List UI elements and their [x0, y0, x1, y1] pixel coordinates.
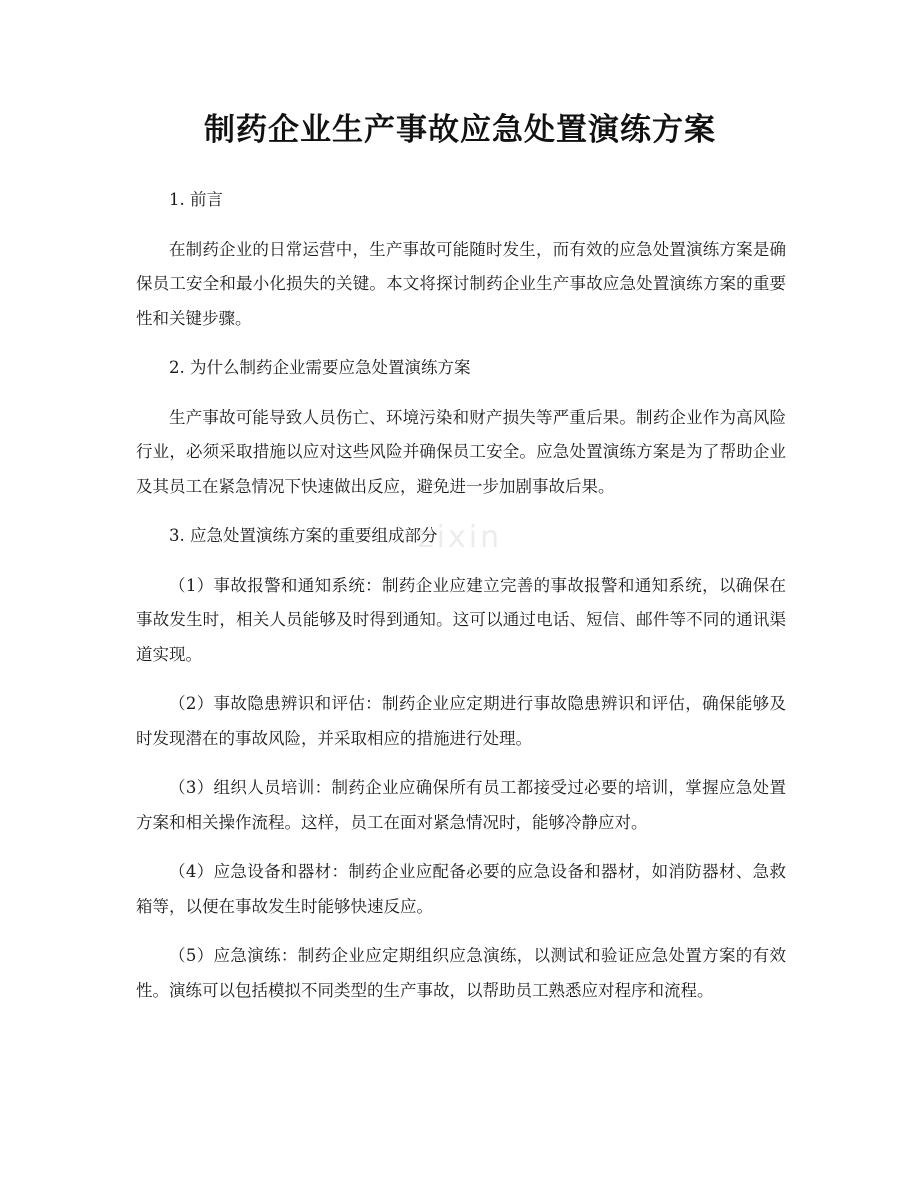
- paragraph-item-2: （2）事故隐患辨识和评估：制药企业应定期进行事故隐患辨识和评估，确保能够及时发现潜在的事故风险，并采取相应的措施进行处理。: [136, 694, 786, 748]
- paragraph-intro: 在制药企业的日常运营中，生产事故可能随时发生，而有效的应急处置演练方案是确保员工安全和最小化损失的关键。本文将探讨制药企业生产事故应急处置演练方案的重要性和关键步骤。: [136, 239, 786, 328]
- document-body: [136, 183, 786, 1023]
- watermark: zixin: [417, 520, 503, 555]
- paragraph-item-4: （4）应急设备和器材：制药企业应配备必要的应急设备和器材，如消防器材、急救箱等，以便在事故发生时能够快速反应。: [136, 862, 786, 916]
- section-heading-1: 1. 前言: [169, 190, 223, 209]
- document-title: 制药企业生产事故应急处置演练方案: [204, 112, 716, 148]
- paragraph-item-3: （3）组织人员培训：制药企业应确保所有员工都接受过必要的培训，掌握应急处置方案和相关操作流程。这样，员工在面对紧急情况时，能够冷静应对。: [136, 778, 786, 832]
- section-heading-3: 3. 应急处置演练方案的重要组成部分: [169, 526, 438, 545]
- paragraph-item-1: （1）事故报警和通知系统：制药企业应建立完善的事故报警和通知系统，以确保在事故发生时，相关人员能够及时得到通知。这可以通过电话、短信、邮件等不同的通讯渠道实现。: [136, 575, 786, 664]
- paragraph-why: 生产事故可能导致人员伤亡、环境污染和财产损失等严重后果。制药企业作为高风险行业，必须采取措施以应对这些风险并确保员工安全。应急处置演练方案是为了帮助企业及其员工在紧急情况下快速做出反应，避免进一步加剧事故后果。: [136, 407, 786, 496]
- section-heading-2: 2. 为什么制药企业需要应急处置演练方案: [169, 358, 471, 377]
- paragraph-item-5: （5）应急演练：制药企业应定期组织应急演练，以测试和验证应急处置方案的有效性。演练可以包括模拟不同类型的生产事故，以帮助员工熟悉应对程序和流程。: [136, 946, 786, 1000]
